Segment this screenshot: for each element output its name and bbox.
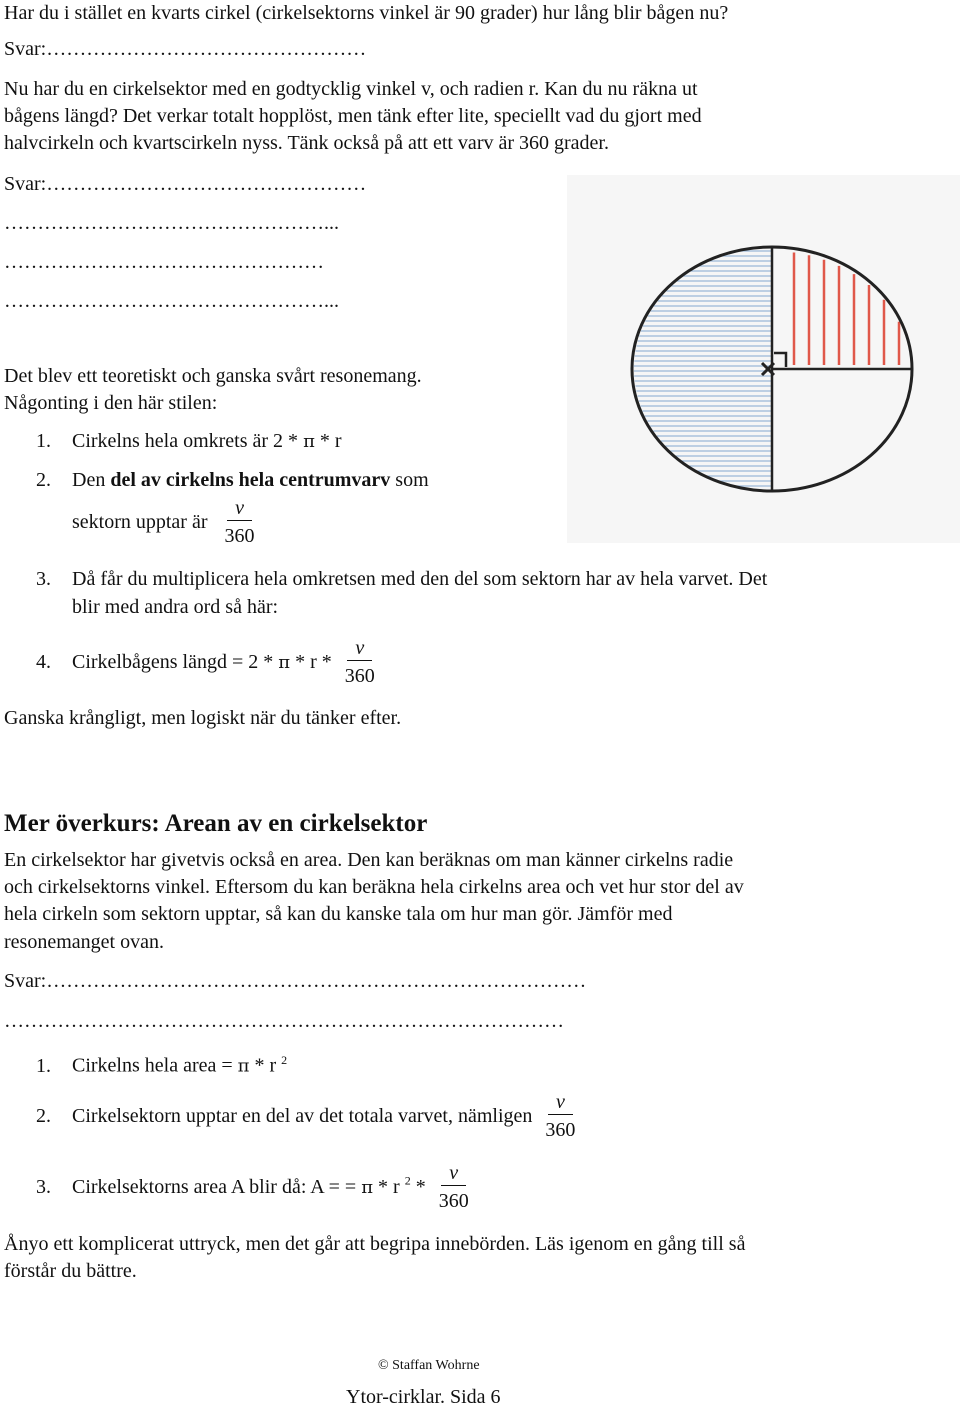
item-number: 2. <box>36 1105 51 1127</box>
paragraph-line: Nu har du en cirkelsektor med en godtycklig vinkel v, och radien r. Kan du nu räkna ut <box>4 78 698 100</box>
item-number: 1. <box>36 1054 51 1077</box>
item-number: 2. <box>36 469 51 491</box>
copyright: © Staffan Wohrne <box>378 1358 480 1373</box>
reasoning-item-4: 4. Cirkelbågens längd = 2 * π * r * $\frac{v}{360}$ <box>36 636 383 689</box>
fraction-v-over-360: $\frac{v}{360}$ <box>438 1162 469 1212</box>
answer-line: …………………………………………... <box>4 212 339 234</box>
bold-phrase: del av cirkelns hela centrumvarv <box>110 469 391 491</box>
answer-line: …………………………………………... <box>4 290 339 312</box>
reasoning-intro-2: Någonting i den här stilen: <box>4 392 218 414</box>
closing-line: Ånyo ett komplicerat uttryck, men det går att begripa innebörden. Läs igenom en gång till så <box>4 1233 746 1255</box>
pi-symbol: π <box>303 431 315 452</box>
paragraph-line: och cirkelsektorns vinkel. Eftersom du kan beräkna hela cirkelns area och vet hur stor del av <box>4 876 744 898</box>
paragraph-line: En cirkelsektor har givetvis också en area. Den kan beräknas om man känner cirkelns radie <box>4 849 734 871</box>
answer-line: ………………………………………… <box>4 251 324 273</box>
reasoning-item-2: 2. Den del av cirkelns hela centrumvarv som <box>36 469 429 491</box>
reasoning-item-3-cont: blir med andra ord så här: <box>72 596 279 618</box>
question-quarter-circle: Har du i stället en kvarts cirkel (cirkelsektorns vinkel är 90 grader) hur lång blir bågen nu? <box>4 2 729 24</box>
paragraph-line: resonemanget ovan. <box>4 931 164 953</box>
right-angle-mark <box>774 353 786 367</box>
fraction-v-over-360: $\frac{v}{360}$ <box>545 1091 576 1141</box>
reasoning-item-2-cont: sektorn upptar är $\frac{v}{360}$ <box>72 496 263 549</box>
paragraph-line: hela cirkeln som sektorn upptar, så kan du kanske tala om hur man gör. Jämför med <box>4 903 673 925</box>
fraction-v-over-360: $\frac{v}{360}$ <box>224 497 255 547</box>
item-number: 4. <box>36 651 51 673</box>
reasoning-conclusion: Ganska krångligt, men logiskt när du tänker efter. <box>4 707 402 729</box>
exponent: 2 <box>404 1173 411 1188</box>
answer-line-1: Svar:………………………………………… <box>4 38 367 60</box>
reasoning-intro: Det blev ett teoretiskt och ganska svårt resonemang. <box>4 365 422 387</box>
area-item-1: 1. Cirkelns hela area = π * r $^2$ <box>36 1053 288 1077</box>
area-item-3: 3. Cirkelsektorns area A blir då: A = = π * r $^2$ * $\frac{v}{360}$ <box>36 1161 477 1214</box>
exponent: 2 <box>281 1053 288 1067</box>
item-number: 3. <box>36 568 51 590</box>
item-number: 3. <box>36 1176 51 1198</box>
pi-symbol: π <box>278 652 291 673</box>
item-number: 1. <box>36 430 51 452</box>
blue-shaded-half <box>634 251 772 486</box>
pi-symbol: π <box>361 1177 374 1198</box>
closing-line: förstår du bättre. <box>4 1260 137 1282</box>
pi-symbol: π <box>237 1055 250 1077</box>
red-shaded-quarter <box>794 253 899 366</box>
answer-line: Svar:……………………………………………………………………… <box>4 970 587 992</box>
reasoning-item-1: 1. Cirkelns hela omkrets är 2 * π * r <box>36 430 342 452</box>
section-heading: Mer överkurs: Arean av en cirkelsektor <box>4 810 428 837</box>
fraction-v-over-360: $\frac{v}{360}$ <box>344 637 375 687</box>
reasoning-item-3: 3. Då får du multiplicera hela omkretsen med den del som sektorn har av hela varvet. Det <box>36 568 768 590</box>
paragraph-line: halvcirkeln och kvartscirkeln nyss. Tänk också på att ett varv är 360 grader. <box>4 132 609 154</box>
area-item-2: 2. Cirkelsektorn upptar en del av det totala varvet, nämligen $\frac{v}{360}$ <box>36 1090 583 1143</box>
circle-sector-drawing <box>567 175 960 543</box>
page-number: Ytor-cirklar. Sida 6 <box>346 1386 501 1408</box>
circle-figure <box>567 175 960 543</box>
answer-line: ………………………………………………………………………… <box>4 1010 564 1032</box>
answer-line: Svar:………………………………………… <box>4 173 367 195</box>
paragraph-line: bågens längd? Det verkar totalt hopplöst, men tänk efter lite, speciellt vad du gjort med <box>4 105 702 127</box>
